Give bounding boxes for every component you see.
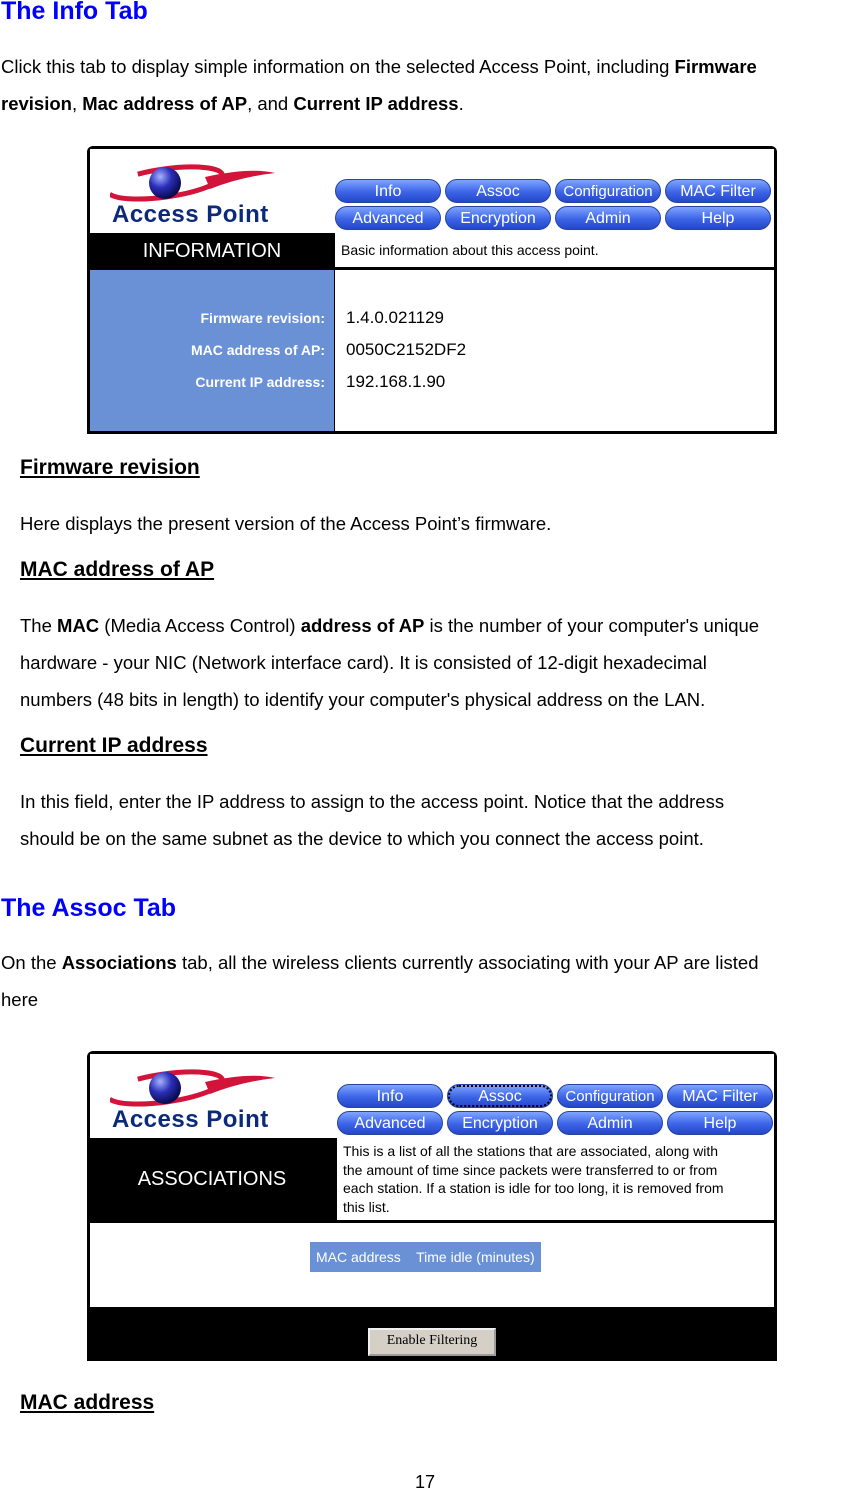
- tab-configuration[interactable]: Configuration: [555, 179, 661, 203]
- mac-value: 0050C2152DF2: [346, 340, 467, 359]
- info-title: INFORMATION: [90, 233, 334, 269]
- logo-text: Access Point: [112, 1106, 269, 1133]
- tab-encryption[interactable]: Encryption: [445, 206, 551, 230]
- assoc-title: ASSOCIATIONS: [90, 1138, 334, 1220]
- assoc-tab-heading: The Assoc Tab: [1, 894, 177, 922]
- firmware-value: 1.4.0.021129: [346, 308, 444, 327]
- screenshot-header: [90, 1054, 774, 1138]
- tab-encryption[interactable]: Encryption: [447, 1111, 553, 1135]
- enable-filtering-button[interactable]: Enable Filtering: [368, 1328, 496, 1356]
- mac-label: MAC address of AP:: [190, 342, 325, 358]
- ip-label: Current IP address:: [195, 374, 325, 390]
- tab-assoc[interactable]: Assoc: [445, 179, 551, 203]
- ip-text: In this field, enter the IP address to assign to the access point. Notice that the address should be on the same subnet as the device to which you connect the access point.: [20, 791, 725, 849]
- info-label-panel: [90, 270, 334, 431]
- assoc-tab-intro: On the Associations tab, all the wireless clients currently associating with your AP are listed here: [1, 952, 759, 1010]
- station-table-header: [310, 1242, 541, 1272]
- page-number: 17: [414, 1472, 436, 1492]
- tab-advanced[interactable]: Advanced: [337, 1111, 443, 1135]
- col-mac-address: MAC address: [316, 1249, 401, 1265]
- tab-configuration[interactable]: Configuration: [557, 1084, 663, 1108]
- firmware-label: Firmware revision:: [200, 310, 325, 326]
- tab-mac-filter[interactable]: MAC Filter: [667, 1084, 773, 1108]
- station-list: [90, 1223, 774, 1307]
- mac-text: The MAC (Media Access Control) address of AP is the number of your computer's unique hardware - your NIC (Network interface card). It is consisted of 12-digit hexadecimal numbers (48 bits in length) to identify your computer's physical address on the LAN.: [20, 615, 760, 710]
- tab-advanced[interactable]: Advanced: [335, 206, 441, 230]
- tab-info[interactable]: Info: [335, 179, 441, 203]
- info-tab-heading: The Info Tab: [1, 0, 148, 25]
- mac-heading: MAC address of AP: [20, 558, 215, 581]
- info-tab-intro-line2: revision, Mac address of AP, and Current IP address.: [1, 93, 464, 114]
- firmware-heading: Firmware revision: [20, 456, 200, 479]
- tab-info[interactable]: Info: [337, 1084, 443, 1108]
- assoc-description: This is a list of all the stations that are associated, along with the amount of time since packets were transferred to or from each station. If a station is idle for too long, it is removed from this list.: [337, 1138, 774, 1220]
- tab-assoc[interactable]: Assoc: [447, 1084, 553, 1108]
- tab-mac-filter[interactable]: MAC Filter: [665, 179, 771, 203]
- tab-admin[interactable]: Admin: [555, 206, 661, 230]
- tab-help[interactable]: Help: [667, 1111, 773, 1135]
- firmware-text: Here displays the present version of the Access Point’s firmware.: [20, 513, 552, 534]
- ip-heading: Current IP address: [20, 734, 208, 757]
- tab-help[interactable]: Help: [665, 206, 771, 230]
- info-value-panel: [335, 270, 774, 431]
- screenshot-header: [90, 149, 774, 233]
- ip-value: 192.168.1.90: [346, 372, 446, 391]
- info-tab-intro: Click this tab to display simple information on the selected Access Point, including Firmware: [1, 56, 757, 77]
- assoc-screenshot: [87, 1051, 777, 1361]
- info-description: Basic information about this access point.: [335, 233, 774, 267]
- logo-text: Access Point: [112, 201, 269, 228]
- tab-admin[interactable]: Admin: [557, 1111, 663, 1135]
- col-time-idle: Time idle (minutes): [416, 1249, 535, 1265]
- info-screenshot: [87, 146, 777, 434]
- mac-address-heading: MAC address: [20, 1391, 155, 1414]
